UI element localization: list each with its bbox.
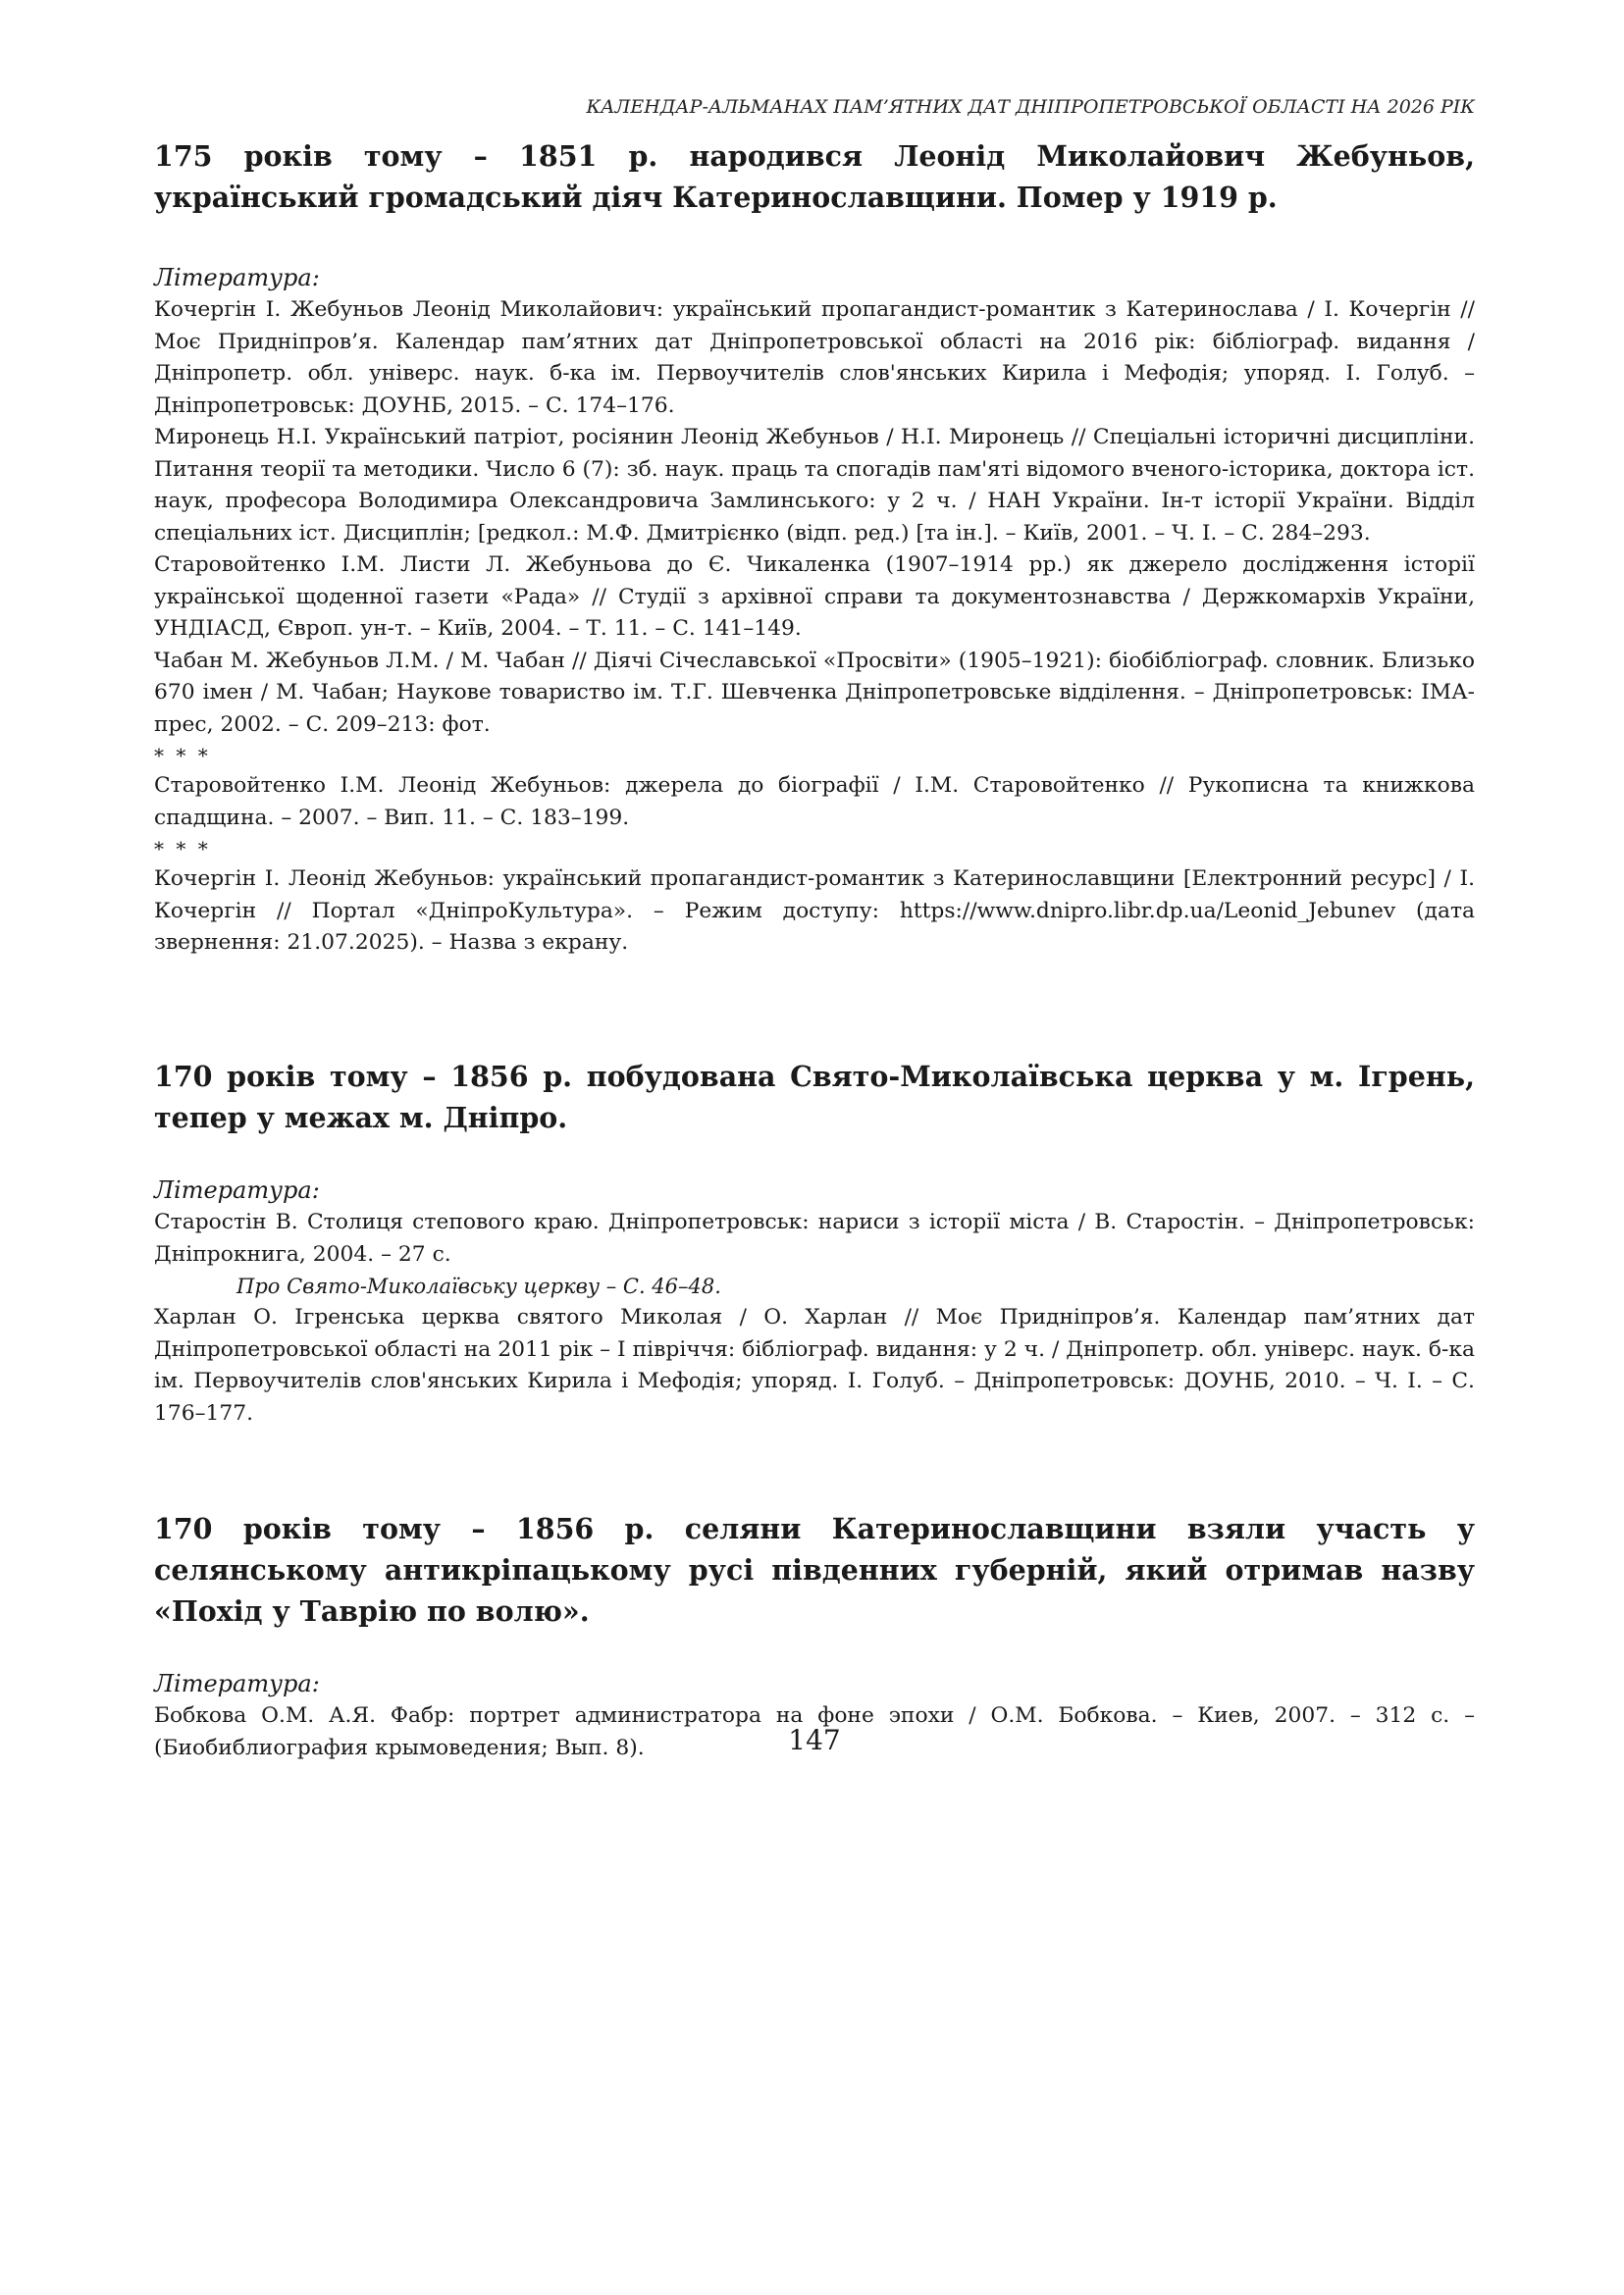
literature-label: Література: xyxy=(154,1670,320,1697)
document-page xyxy=(154,0,1475,2295)
section-ihren-church xyxy=(154,1056,1475,1430)
page-number: 147 xyxy=(788,1724,841,1756)
section-heading: 175 років тому – 1851 р. народився Леонід Миколайович Жебуньов, український громадський діяч Катеринославщини. Помер у 1919 р. xyxy=(154,139,1475,214)
section-zhebunov xyxy=(154,135,1475,960)
literature-label: Література: xyxy=(154,1176,320,1204)
bibliography-entry: Бобкова О.М. А.Я. Фабр: портрет администратора на фоне эпохи / О.М. Бобкова. – Киев, 2007. – 312 с. – (Биобиблиография крымоведения; Вып. 8). xyxy=(154,1703,1475,1760)
bibliography-entry: Миронець Н.І. Український патріот, росіянин Леонід Жебуньов / Н.І. Миронець // Спеціальні історичні дисципліни. Питання теорії та методики. Число 6 (7): зб. наук. праць та спогадів пам'яті відомого вченого-історика, доктора іст. наук, професора Володимира Олександровича Замлинського: у 2 ч. / НАН України. Ін-т історії України. Відділ спеціальних іст. Дисциплін; [редкол.: М.Ф. Дмитрієнко (відп. ред.) [та ін.]. – Київ, 2001. – Ч. І. – С. 284–293. xyxy=(154,425,1475,546)
section-heading: 170 років тому – 1856 р. селяни Катеринославщини взяли участь у селянському антикріпацькому русі південних губерній, який отримав назву «Похід у Таврію по волю». xyxy=(154,1512,1475,1628)
separator: * * * xyxy=(154,744,211,767)
bibliography-entry: Чабан М. Жебуньов Л.М. / М. Чабан // Діячі Січеславської «Просвіти» (1905–1921): біобібліограф. словник. Близько 670 імен / М. Чабан; Наукове товариство ім. Т.Г. Шевченка Дніпропетровське відділення. – Дніпропетровськ: ІМА-прес, 2002. – С. 209–213: фот. xyxy=(154,648,1475,737)
separator: * * * xyxy=(154,837,211,861)
bibliography-entry: Харлан О. Ігренська церква святого Миколая / О. Харлан // Моє Придніпров’я. Календар пам’ятних дат Дніпропетровської області на 2011 рік – І півріччя: бібліограф. видання: у 2 ч. / Дніпропетр. обл. універс. наук. б-ка ім. Первоучителів слов'янських Кирила і Мефодія; упоряд. І. Голуб. – Дніпропетровськ: ДОУНБ, 2010. – Ч. І. – С. 176–177. xyxy=(154,1305,1475,1426)
bibliography-entry: Старовойтенко І.М. Леонід Жебуньов: джерела до біографії / І.М. Старовойтенко // Рукописна та книжкова спадщина. – 2007. – Вип. 11. – С. 183–199. xyxy=(154,773,1475,830)
bibliography-note: Про Свято-Миколаївську церкву – С. 46–48. xyxy=(236,1275,721,1298)
bibliography-entry: Кочергін І. Леонід Жебуньов: український пропагандист-романтик з Катеринославщини [Електронний ресурс] / І. Кочергін // Портал «ДніпроКультура». – Режим доступу: https://www.dnipro.libr.dp.ua/Leonid_Jebunev (дата звернення: 21.07.2025). – Назва з екрану. xyxy=(154,866,1475,955)
bibliography-entry: Старостін В. Столиця степового краю. Дніпропетровськ: нариси з історії міста / В. Старостін. – Дніпропетровськ: Дніпрокнига, 2004. – 27 с. xyxy=(154,1210,1475,1267)
bibliography-entry: Кочергін І. Жебуньов Леонід Миколайович: український пропагандист-романтик з Катеринослава / І. Кочергін // Моє Придніпров’я. Календар пам’ятних дат Дніпропетровської області на 2016 рік: бібліограф. видання / Дніпропетр. обл. універс. наук. б-ка ім. Первоучителів слов'янських Кирила і Мефодія; упоряд. І. Голуб. – Дніпропетровськ: ДОУНБ, 2015. – С. 174–176. xyxy=(154,297,1475,418)
section-heading: 170 років тому – 1856 р. побудована Свято-Миколаївська церква у м. Ігрень, тепер у межах м. Дніпро. xyxy=(154,1060,1475,1134)
running-header: КАЛЕНДАР-АЛЬМАНАХ ПАМ’ЯТНИХ ДАТ ДНІПРОПЕТРОВСЬКОЇ ОБЛАСТІ НА 2026 РІК xyxy=(586,96,1475,118)
bibliography-entry: Старовойтенко І.М. Листи Л. Жебуньова до Є. Чикаленка (1907–1914 рр.) як джерело дослідження історії української щоденної газети «Рада» // Студії з архівної справи та документознавства / Держкомархів України, УНДІАСД, Європ. ун-т. – Київ, 2004. – Т. 11. – С. 141–149. xyxy=(154,552,1475,641)
literature-label: Література: xyxy=(154,264,320,291)
